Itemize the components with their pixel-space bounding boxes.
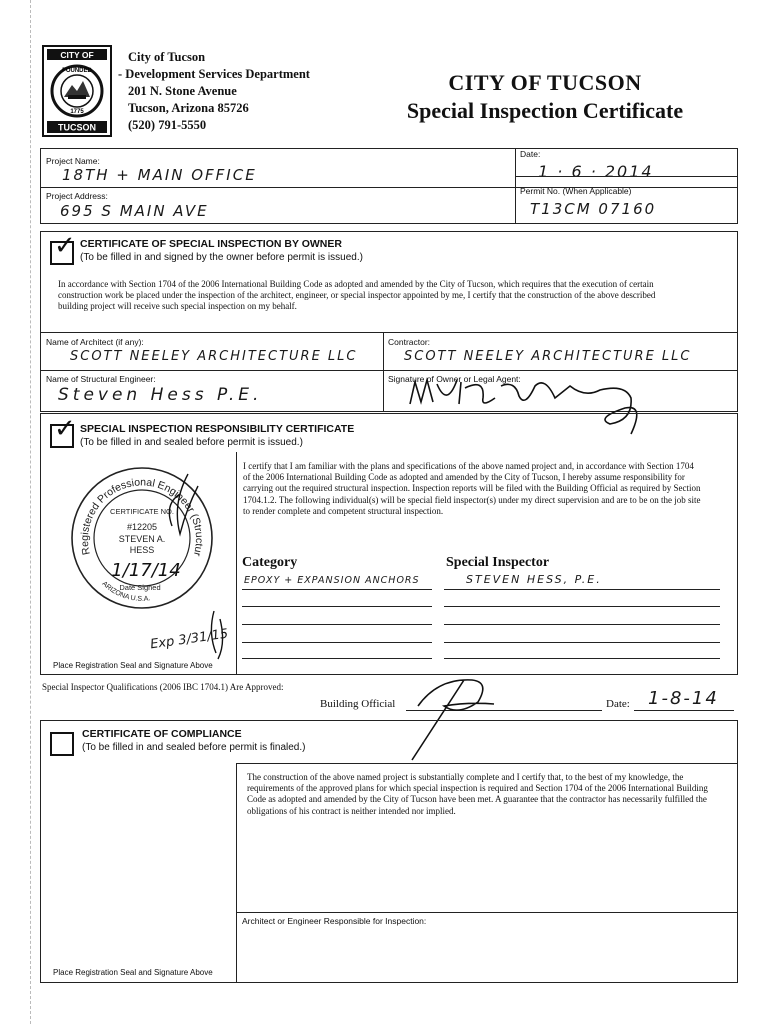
date-label: Date: [520, 149, 541, 159]
responsibility-subheading: (To be filled in and sealed before permit is issued.) [80, 437, 303, 448]
compliance-checkbox[interactable] [50, 732, 74, 756]
project-address-label: Project Address: [46, 191, 108, 201]
date-field[interactable]: 1 · 6 · 2014 [538, 162, 654, 181]
category-line [242, 606, 432, 607]
inspector-line [444, 642, 720, 643]
check-icon: ✓ [54, 231, 76, 261]
permit-field[interactable]: T13CM 07160 [530, 200, 657, 218]
inspector-line [444, 658, 720, 659]
category-line [242, 658, 432, 659]
compliance-subheading: (To be filled in and sealed before permit is finaled.) [82, 742, 306, 753]
owner-subheading: (To be filled in and signed by the owner before permit is issued.) [80, 252, 363, 263]
seal-date: 1/17/14 [111, 560, 181, 581]
dept-line: Tucson, Arizona 85726 [128, 101, 249, 115]
engineer-field[interactable]: Steven Hess P.E. [58, 385, 263, 405]
check-icon: ✓ [54, 414, 76, 444]
category-line [242, 589, 432, 590]
inspector-line [444, 624, 720, 625]
scan-edge-line [30, 0, 31, 1024]
seal-name-first: STEVEN A. [118, 534, 166, 544]
compliance-seal-label: Place Registration Seal and Signature Above [53, 968, 213, 977]
responsibility-body-text: I certify that I am familiar with the plans and specifications of the above named project and, in accordance with Section 1704 of the 2006 International Building Code as adopted and amended by the City of Tucson, I hereby assume responsibility for carrying out the required structural inspection. Inspection reports will be filed with the Building Official as required by Section 1704.1.2. The following individual(s) will be special field inspector(s) under my direct supervision and are to be on the job site to render complete and competent structural inspection. [243, 461, 701, 516]
engineer-registration-seal [68, 464, 216, 612]
dept-line: (520) 791-5550 [128, 118, 207, 132]
approval-date-field[interactable]: 1-8-14 [648, 688, 719, 709]
special-inspector-header: Special Inspector [446, 555, 550, 570]
seal-expiry-date: Exp 3/31/15 [149, 626, 230, 653]
architect-field[interactable]: SCOTT NEELEY ARCHITECTURE LLC [70, 349, 358, 364]
special-inspector-field[interactable]: STEVEN HESS, P.E. [466, 573, 602, 586]
svg-text:FOUNDED: FOUNDED [62, 68, 92, 74]
dept-line: - Development Services Department [118, 67, 310, 81]
qualifications-approved-text: Special Inspector Qualifications (2006 IBC 1704.1) Are Approved: [42, 682, 284, 692]
seal-cert-number: #12205 [126, 522, 158, 532]
dept-line: 201 N. Stone Avenue [128, 84, 237, 98]
city-seal-logo [42, 45, 112, 137]
dept-line: City of Tucson [128, 50, 206, 64]
architect-label: Name of Architect (if any): [46, 337, 144, 347]
document-subtitle: Special Inspection Certificate [406, 98, 684, 123]
owner-signature-label: Signature of Owner or Legal Agent: [388, 374, 521, 384]
owner-body-text: In accordance with Section 1704 of the 2006 International Building Code as adopted and amended by the City of Tucson, which requires that the execution of certain construction work be placed under the inspection of the architect, engineer, or special inspector appointed by me, I certify that the construction of the above described building project will receive such special inspection on my behalf. [58, 279, 656, 312]
owner-heading: CERTIFICATE OF SPECIAL INSPECTION BY OWNER [80, 238, 342, 250]
responsibility-heading: SPECIAL INSPECTION RESPONSIBILITY CERTIFICATE [80, 423, 355, 435]
svg-text:1775: 1775 [70, 109, 84, 115]
engineer-label: Name of Structural Engineer: [46, 374, 156, 384]
seal-date-label: Date Signed [119, 583, 161, 592]
approval-date-label: Date: [606, 698, 630, 710]
svg-text:TUCSON: TUCSON [58, 122, 96, 133]
seal-arc-text: Registered Professional Engineer (Structur [78, 476, 206, 558]
inspector-line [444, 589, 720, 590]
category-header: Category [242, 555, 298, 570]
approval-date-line [634, 710, 734, 711]
compliance-heading: CERTIFICATE OF COMPLIANCE [82, 728, 242, 740]
compliance-certificate-section [40, 720, 738, 983]
project-address-field[interactable]: 695 S MAIN AVE [60, 202, 209, 220]
inspector-line [444, 606, 720, 607]
document-title: CITY OF TUCSON [448, 70, 642, 95]
responsible-label: Architect or Engineer Responsible for Inspection: [242, 916, 427, 926]
permit-label: Permit No. (When Applicable) [520, 186, 632, 196]
building-official-label: Building Official [320, 698, 396, 710]
contractor-label: Contractor: [388, 337, 431, 347]
seal-country-text: ARIZONA U.S.A. [100, 580, 151, 603]
project-name-field[interactable]: 18TH + MAIN OFFICE [62, 166, 257, 184]
svg-text:CITY OF: CITY OF [60, 50, 94, 60]
seal-cert-label: CERTIFICATE NO. [110, 507, 174, 516]
project-name-label: Project Name: [46, 156, 100, 166]
seal-name-last: HESS [129, 545, 155, 555]
contractor-field[interactable]: SCOTT NEELEY ARCHITECTURE LLC [404, 349, 692, 364]
compliance-body-text: The construction of the above named project is substantially complete and I certify that, to the best of my knowledge, the requirements of the approved plans for which special inspection is required and Section 1704 of the 2006 International Building Code as adopted and amended by the City of Tucson have been met. A guarantee that the contractor has necessarily fulfilled the obligations of his contract is neither intended nor implied. [247, 772, 708, 816]
category-field[interactable]: EPOXY + EXPANSION ANCHORS [244, 575, 420, 586]
category-line [242, 624, 432, 625]
department-address [118, 49, 310, 134]
seal-placement-label: Place Registration Seal and Signature Above [53, 661, 213, 670]
category-line [242, 642, 432, 643]
